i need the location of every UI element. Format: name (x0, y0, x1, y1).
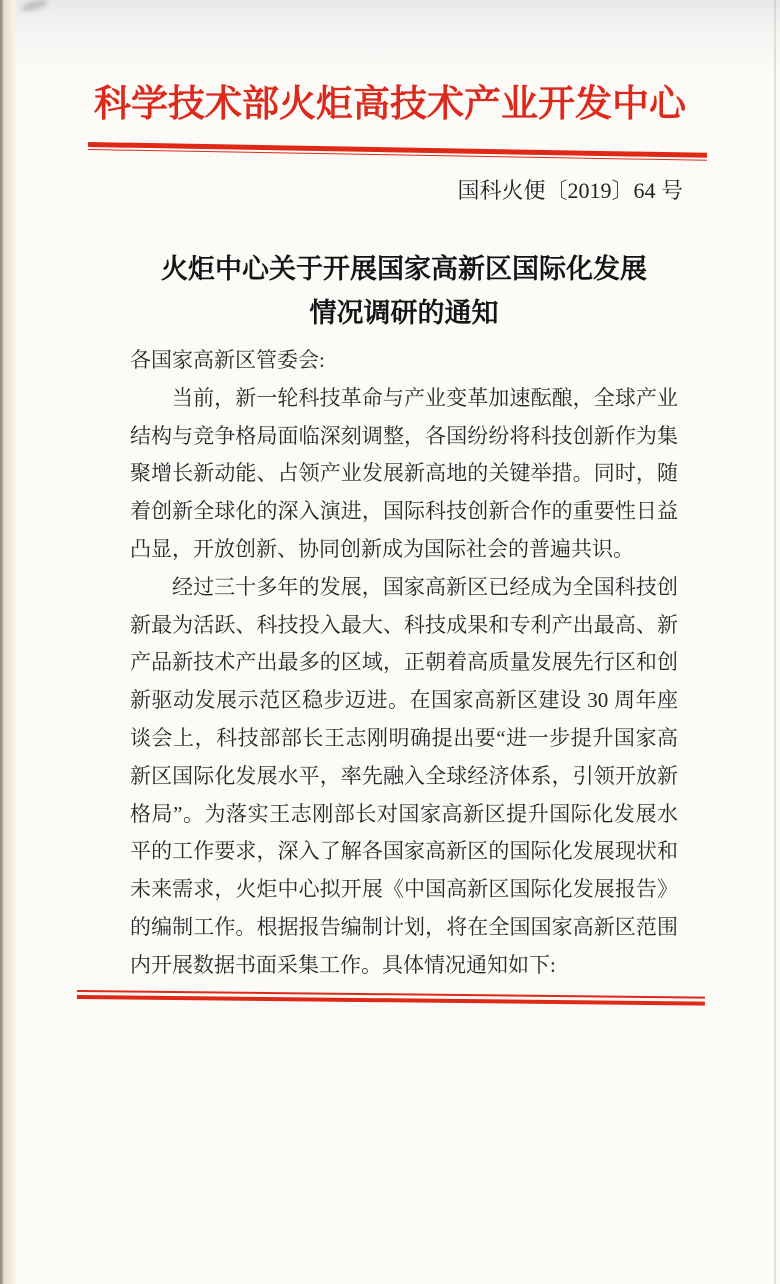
body-line: 凸显，开放创新、协同创新成为国际社会的普遍共识。 (130, 536, 634, 561)
body-line: 新驱动发展示范区稳步迈进。在国家高新区建设 30 周年座 (130, 688, 678, 713)
body-line: 聚增长新动能、占领产业发展新高地的关键举措。同时，随 (130, 461, 678, 486)
body-line: 谈会上，科技部部长王志刚明确提出要“进一步提升国家高 (130, 725, 678, 750)
body-line: 未来需求，火炬中心拟开展《中国高新区国际化发展报告》 (130, 877, 678, 902)
salutation: 各国家高新区管委会: (130, 348, 325, 372)
body-line: 平的工作要求，深入了解各国家高新区的国际化发展现状和 (130, 839, 678, 864)
scan-edge-left (0, 0, 18, 1284)
document-number: 国科火便〔2019〕64 号 (457, 178, 683, 203)
body-line: 新最为活跃、科技投入最大、科技成果和专利产出最高、新 (130, 612, 678, 637)
body-line: 当前，新一轮科技革命与产业变革加速酝酿，全球产业 (172, 385, 678, 410)
body-line: 经过三十多年的发展，国家高新区已经成为全国科技创 (172, 574, 678, 599)
document-title-line-2: 情况调研的通知 (309, 298, 499, 328)
body-line: 着创新全球化的深入演进，国际科技创新合作的重要性日益 (130, 499, 678, 524)
body-line: 的编制工作。根据报告编制计划，将在全国国家高新区范围 (130, 914, 678, 939)
document-title-line-1: 火炬中心关于开展国家高新区国际化发展 (161, 254, 647, 284)
header-divider-line (88, 142, 707, 161)
document-issuer: 科学技术部火炬高技术产业开发中心 (94, 84, 686, 125)
footer-divider-line (77, 990, 705, 1006)
body-line: 内开展数据书面采集工作。具体情况通知如下: (130, 952, 556, 977)
body-line: 结构与竞争格局面临深刻调整，各国纷纷将科技创新作为集 (130, 423, 678, 448)
document-body (130, 342, 678, 985)
document-title (14, 247, 780, 335)
body-line: 产品新技术产出最多的区域，正朝着高质量发展先行区和创 (130, 650, 678, 675)
scan-edge-right-line (774, 0, 776, 1284)
body-line: 新区国际化发展水平，率先融入全球经济体系，引领开放新 (130, 763, 678, 788)
scan-top-shadow (0, 0, 780, 75)
body-line: 格局”。为落实王志刚部长对国家高新区提升国际化发展水 (130, 801, 678, 826)
